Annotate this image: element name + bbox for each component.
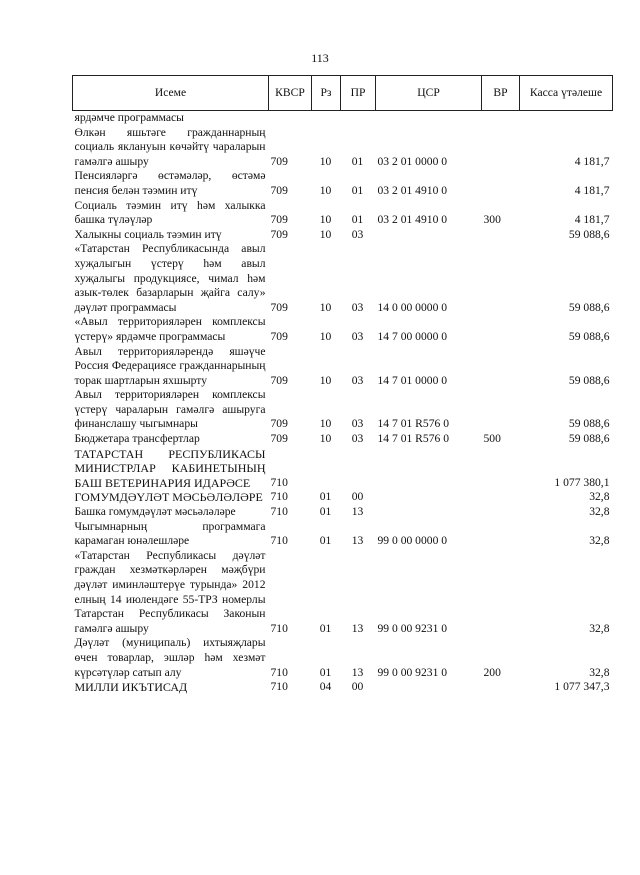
row-amount: 32,8 [589,621,610,635]
row-kvsr: 710 [270,680,288,694]
row-name: Авыл территорияләрен комплексы үстерү чараларын гамәлгә ашыруга финанслашу чыгымнары [74,388,266,431]
row-vr [482,680,520,695]
row-amount: 1 077 347,3 [554,680,610,694]
row-name: «Татарстан Республикасы дәүләт граждан хезмәткәрләрен мәҗбүри дәүләт иминләштерүе турында» 2012 елның 14 июлендәге 55-ТРЗ номерлы Татарстан Республикасы Законын гамәлгә ашыру [74,548,266,635]
row-rz [312,447,341,491]
table-row [73,345,613,389]
row-rz: 10 [319,329,332,343]
row-rz: 01 [319,505,332,519]
header-vr: ВР [482,76,520,111]
row-amount: 4 181,7 [574,213,610,227]
row-csr [376,447,482,491]
row-amount: 32,8 [589,490,610,504]
row-vr: 300 [483,213,501,227]
row-csr: 03 2 01 4910 0 [377,213,448,227]
table-row [73,505,613,520]
row-pr: 03 [351,432,364,446]
header-name: Исеме [73,76,269,111]
row-vr [482,169,520,198]
row-vr [482,447,520,491]
row-name: Дәүләт (муниципаль) ихтыяҗлары өчен товарлар, эшләр һәм хезмәт күрсәтүләр сатып алу [74,636,266,679]
row-kvsr: 709 [270,300,288,314]
header-csr: ЦСР [376,76,482,111]
table-row [73,199,613,228]
row-vr [482,228,520,243]
table-row [73,315,613,344]
row-pr: 01 [351,213,364,227]
row-name: Авыл территорияләрендә яшәүче Россия Федерациясе гражданнарының торак шартларын яхшырту [74,344,266,387]
row-rz: 10 [319,373,332,387]
row-pr: 13 [351,665,364,679]
table-header [73,76,613,111]
row-vr [482,345,520,389]
row-rz: 10 [319,417,332,431]
row-kvsr [269,111,312,126]
row-kvsr: 709 [270,373,288,387]
table-body [73,111,613,695]
table-row [73,432,613,447]
row-name: ярдәмче программасы [74,111,184,124]
row-vr [482,388,520,432]
row-rz: 01 [319,665,332,679]
row-rz: 10 [319,154,332,168]
header-kvsr: КВСР [269,76,312,111]
row-vr [482,315,520,344]
row-kvsr: 709 [270,227,288,241]
row-csr [376,111,482,126]
row-kvsr: 709 [270,417,288,431]
row-pr: 13 [351,534,364,548]
row-amount: 4 181,7 [574,183,610,197]
row-kvsr: 710 [270,534,288,548]
row-name: Пенсияләргә өстәмәләр, өстәмә пенсия белән тәэмин итү [74,169,266,197]
row-name: Башка гомумдәүләт мәсьәләләре [74,505,236,519]
budget-table [72,75,613,695]
row-rz: 01 [319,490,332,504]
row-csr [376,228,482,243]
row-amount [520,111,613,126]
row-name: Чыгымнарның программага карамаган юнәлешләре [74,519,266,548]
row-vr [482,490,520,505]
row-rz: 10 [319,183,332,197]
row-csr: 03 2 01 0000 0 [377,154,448,168]
row-amount: 1 077 380,1 [554,475,610,489]
row-kvsr: 709 [270,329,288,343]
row-vr [482,111,520,126]
row-rz: 10 [319,227,332,241]
row-kvsr: 710 [270,505,288,519]
table-row [73,490,613,505]
table-row [73,636,613,680]
row-csr: 99 0 00 9231 0 [377,665,448,679]
row-kvsr: 709 [270,432,288,446]
row-name: «Татарстан Республикасында авыл хуҗалыгын үстерү һәм авыл хуҗалыгы продукциясе, чимал һәм азык-төлек базарларын җайга салу» дәүләт программасы [74,242,266,314]
table-row [73,549,613,637]
table-row [73,242,613,315]
row-vr: 200 [483,665,501,679]
row-rz: 01 [319,534,332,548]
row-pr [341,447,376,491]
row-rz: 10 [319,432,332,446]
table-row [73,111,613,126]
row-name: «Авыл территорияләрен комплексы үстерү» ярдәмче программасы [74,315,266,343]
table-row [73,228,613,243]
row-csr: 14 7 01 R576 0 [377,417,449,431]
row-amount: 59 088,6 [568,373,610,387]
row-csr: 14 0 00 0000 0 [377,300,448,314]
row-csr: 03 2 01 4910 0 [377,183,448,197]
row-kvsr: 709 [270,183,288,197]
row-csr [376,505,482,520]
row-vr: 500 [483,432,501,446]
header-kassa: Касса үтәлеше [520,76,613,111]
row-name: Халыкны социаль тәэмин итү [74,227,222,241]
row-pr: 00 [351,490,364,504]
row-kvsr: 710 [270,475,288,489]
row-pr: 03 [351,417,364,431]
table-row [73,520,613,549]
row-name: Бюджетара трансфертлар [74,432,200,446]
row-name: Социаль тәэмин итү һәм халыкка башка түләүләр [74,198,266,227]
row-amount: 59 088,6 [568,417,610,431]
row-name: Өлкән яшьтәге гражданнарның социаль яклануын көчәйтү чараларын гамәлгә ашыру [74,125,266,168]
row-pr: 03 [351,329,364,343]
row-pr: 00 [351,680,364,694]
row-csr: 14 7 01 R576 0 [377,432,449,446]
row-amount: 59 088,6 [568,227,610,241]
row-amount: 32,8 [589,505,610,519]
row-pr: 03 [351,227,364,241]
row-vr [482,126,520,170]
row-pr: 01 [351,183,364,197]
row-name: ГОМУМДӘҮЛӘТ МӘСЬӘЛӘЛӘРЕ [74,490,263,505]
row-csr: 14 7 01 0000 0 [377,373,448,387]
row-rz: 10 [319,300,332,314]
row-vr [482,520,520,549]
row-csr: 14 7 00 0000 0 [377,329,448,343]
page-number: 113 [311,51,329,65]
row-rz: 04 [319,680,332,694]
row-vr [482,505,520,520]
table-row [73,169,613,198]
row-name: МИЛЛИ ИКЪТИСАД [74,680,188,695]
row-kvsr: 710 [270,490,288,504]
row-csr [376,490,482,505]
table-row [73,447,613,491]
row-kvsr: 710 [270,665,288,679]
table-row [73,680,613,695]
row-amount: 4 181,7 [574,154,610,168]
row-vr [482,242,520,315]
row-pr [341,111,376,126]
table-row [73,126,613,170]
table-row [73,388,613,432]
row-kvsr: 710 [270,621,288,635]
row-csr [376,680,482,695]
row-amount: 59 088,6 [568,329,610,343]
row-pr: 03 [351,300,364,314]
row-csr: 99 0 00 0000 0 [377,534,448,548]
row-rz: 01 [319,621,332,635]
row-rz: 10 [319,213,332,227]
row-pr: 13 [351,505,364,519]
row-csr: 99 0 00 9231 0 [377,621,448,635]
header-pr: ПР [341,76,376,111]
row-pr: 01 [351,154,364,168]
row-amount: 59 088,6 [568,432,610,446]
row-amount: 32,8 [589,665,610,679]
row-amount: 59 088,6 [568,300,610,314]
row-kvsr: 709 [270,154,288,168]
row-rz [312,111,341,126]
row-pr: 03 [351,373,364,387]
row-vr [482,549,520,637]
row-amount: 32,8 [589,534,610,548]
row-name: ТАТАРСТАН РЕСПУБЛИКАСЫ МИНИСТРЛАР КАБИНЕТЫНЫҢ БАШ ВЕТЕРИНАРИЯ ИДАРӘСЕ [74,446,266,490]
header-rz: Рз [312,76,341,111]
row-pr: 13 [351,621,364,635]
row-kvsr: 709 [270,213,288,227]
